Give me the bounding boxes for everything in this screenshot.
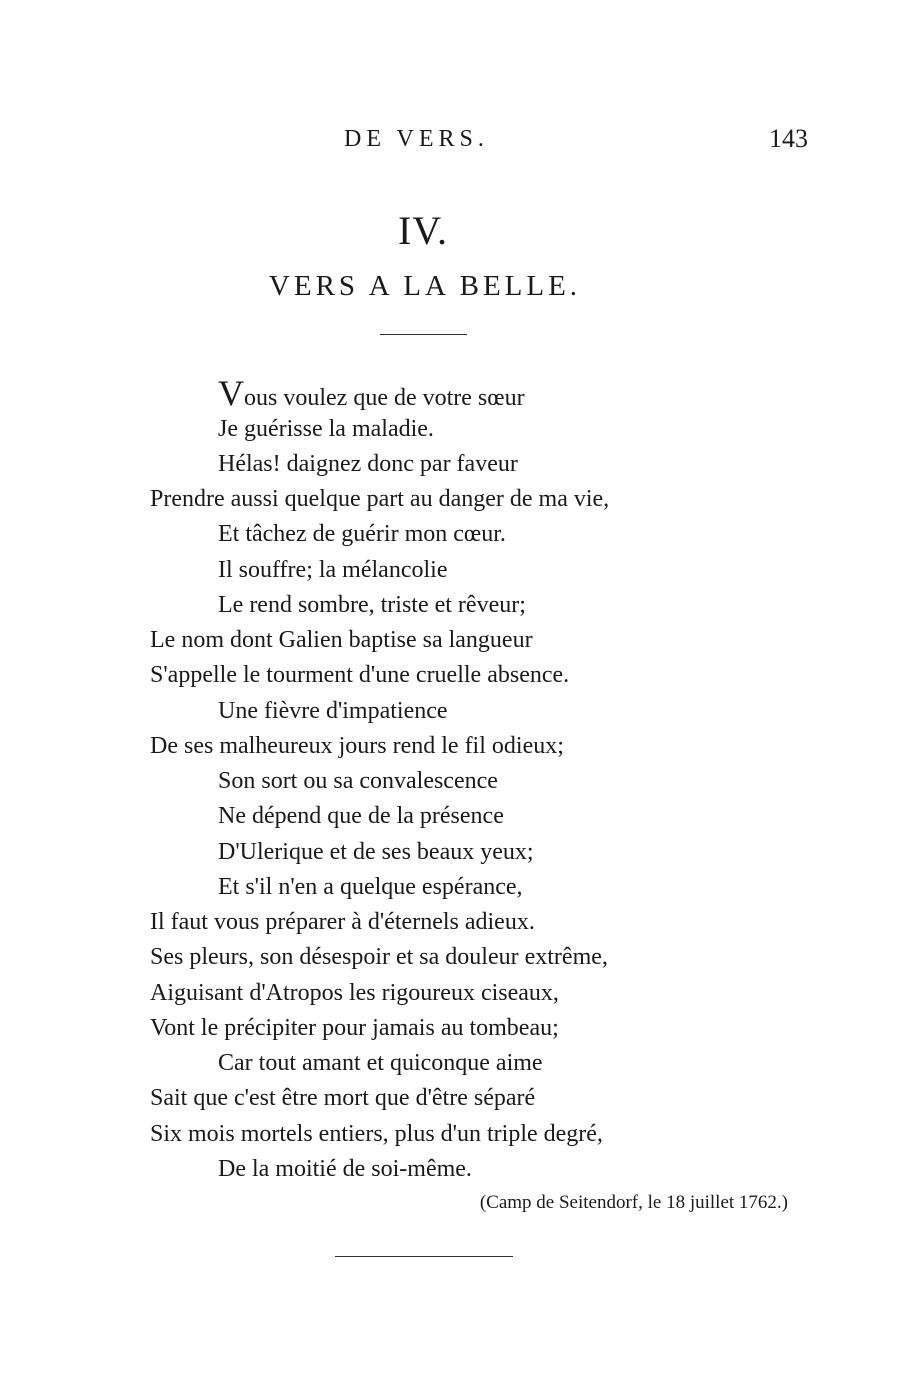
verse-line-5: Et tâchez de guérir mon cœur.: [218, 521, 506, 547]
verse-line-15: Et s'il n'en a quelque espérance,: [218, 874, 523, 900]
verse-line-12: Son sort ou sa convalescence: [218, 768, 498, 794]
verse-line-19: Vont le précipiter pour jamais au tombeau;: [150, 1015, 559, 1041]
verse-line-8: Le nom dont Galien baptise sa langueur: [150, 627, 533, 653]
verse-line-20: Car tout amant et quiconque aime: [218, 1050, 543, 1076]
poem-title: VERS A LA BELLE.: [268, 270, 582, 302]
dateline: (Camp de Seitendorf, le 18 juillet 1762.): [479, 1192, 788, 1213]
verse-line-17: Ses pleurs, son désespoir et sa douleur extrême,: [150, 944, 608, 970]
verse-line-7: Le rend sombre, triste et rêveur;: [218, 592, 526, 618]
drop-cap: V: [218, 373, 244, 413]
verse-line-11: De ses malheureux jours rend le fil odieux;: [150, 733, 564, 759]
verse-line-3: Hélas! daignez donc par faveur: [218, 451, 518, 477]
verse-line-23: De la moitié de soi-même.: [218, 1156, 472, 1182]
verse-line-1: [218, 373, 525, 413]
page-number: 143: [769, 124, 808, 153]
end-divider: [335, 1256, 513, 1257]
verse-line-18: Aiguisant d'Atropos les rigoureux ciseaux,: [150, 980, 559, 1006]
verse-line-text: ous voulez que de votre sœur: [244, 385, 525, 411]
verse-line-14: D'Ulerique et de ses beaux yeux;: [218, 839, 534, 865]
poem-number: IV.: [397, 208, 449, 253]
running-head: [0, 122, 900, 156]
verse-line-13: Ne dépend que de la présence: [218, 803, 504, 829]
running-title: DE VERS.: [344, 126, 489, 152]
verse-line-9: S'appelle le tourment d'une cruelle absence.: [150, 662, 570, 688]
title-divider: [380, 334, 467, 335]
verse-line-2: Je guérisse la maladie.: [218, 416, 434, 442]
verse-line-6: Il souffre; la mélancolie: [218, 557, 448, 583]
verse-line-4: Prendre aussi quelque part au danger de ma vie,: [150, 486, 610, 512]
verse-line-10: Une fièvre d'impatience: [218, 698, 448, 724]
verse-line-21: Sait que c'est être mort que d'être séparé: [150, 1085, 536, 1111]
verse-line-16: Il faut vous préparer à d'éternels adieux.: [150, 909, 535, 935]
verse-line-22: Six mois mortels entiers, plus d'un triple degré,: [150, 1121, 603, 1147]
